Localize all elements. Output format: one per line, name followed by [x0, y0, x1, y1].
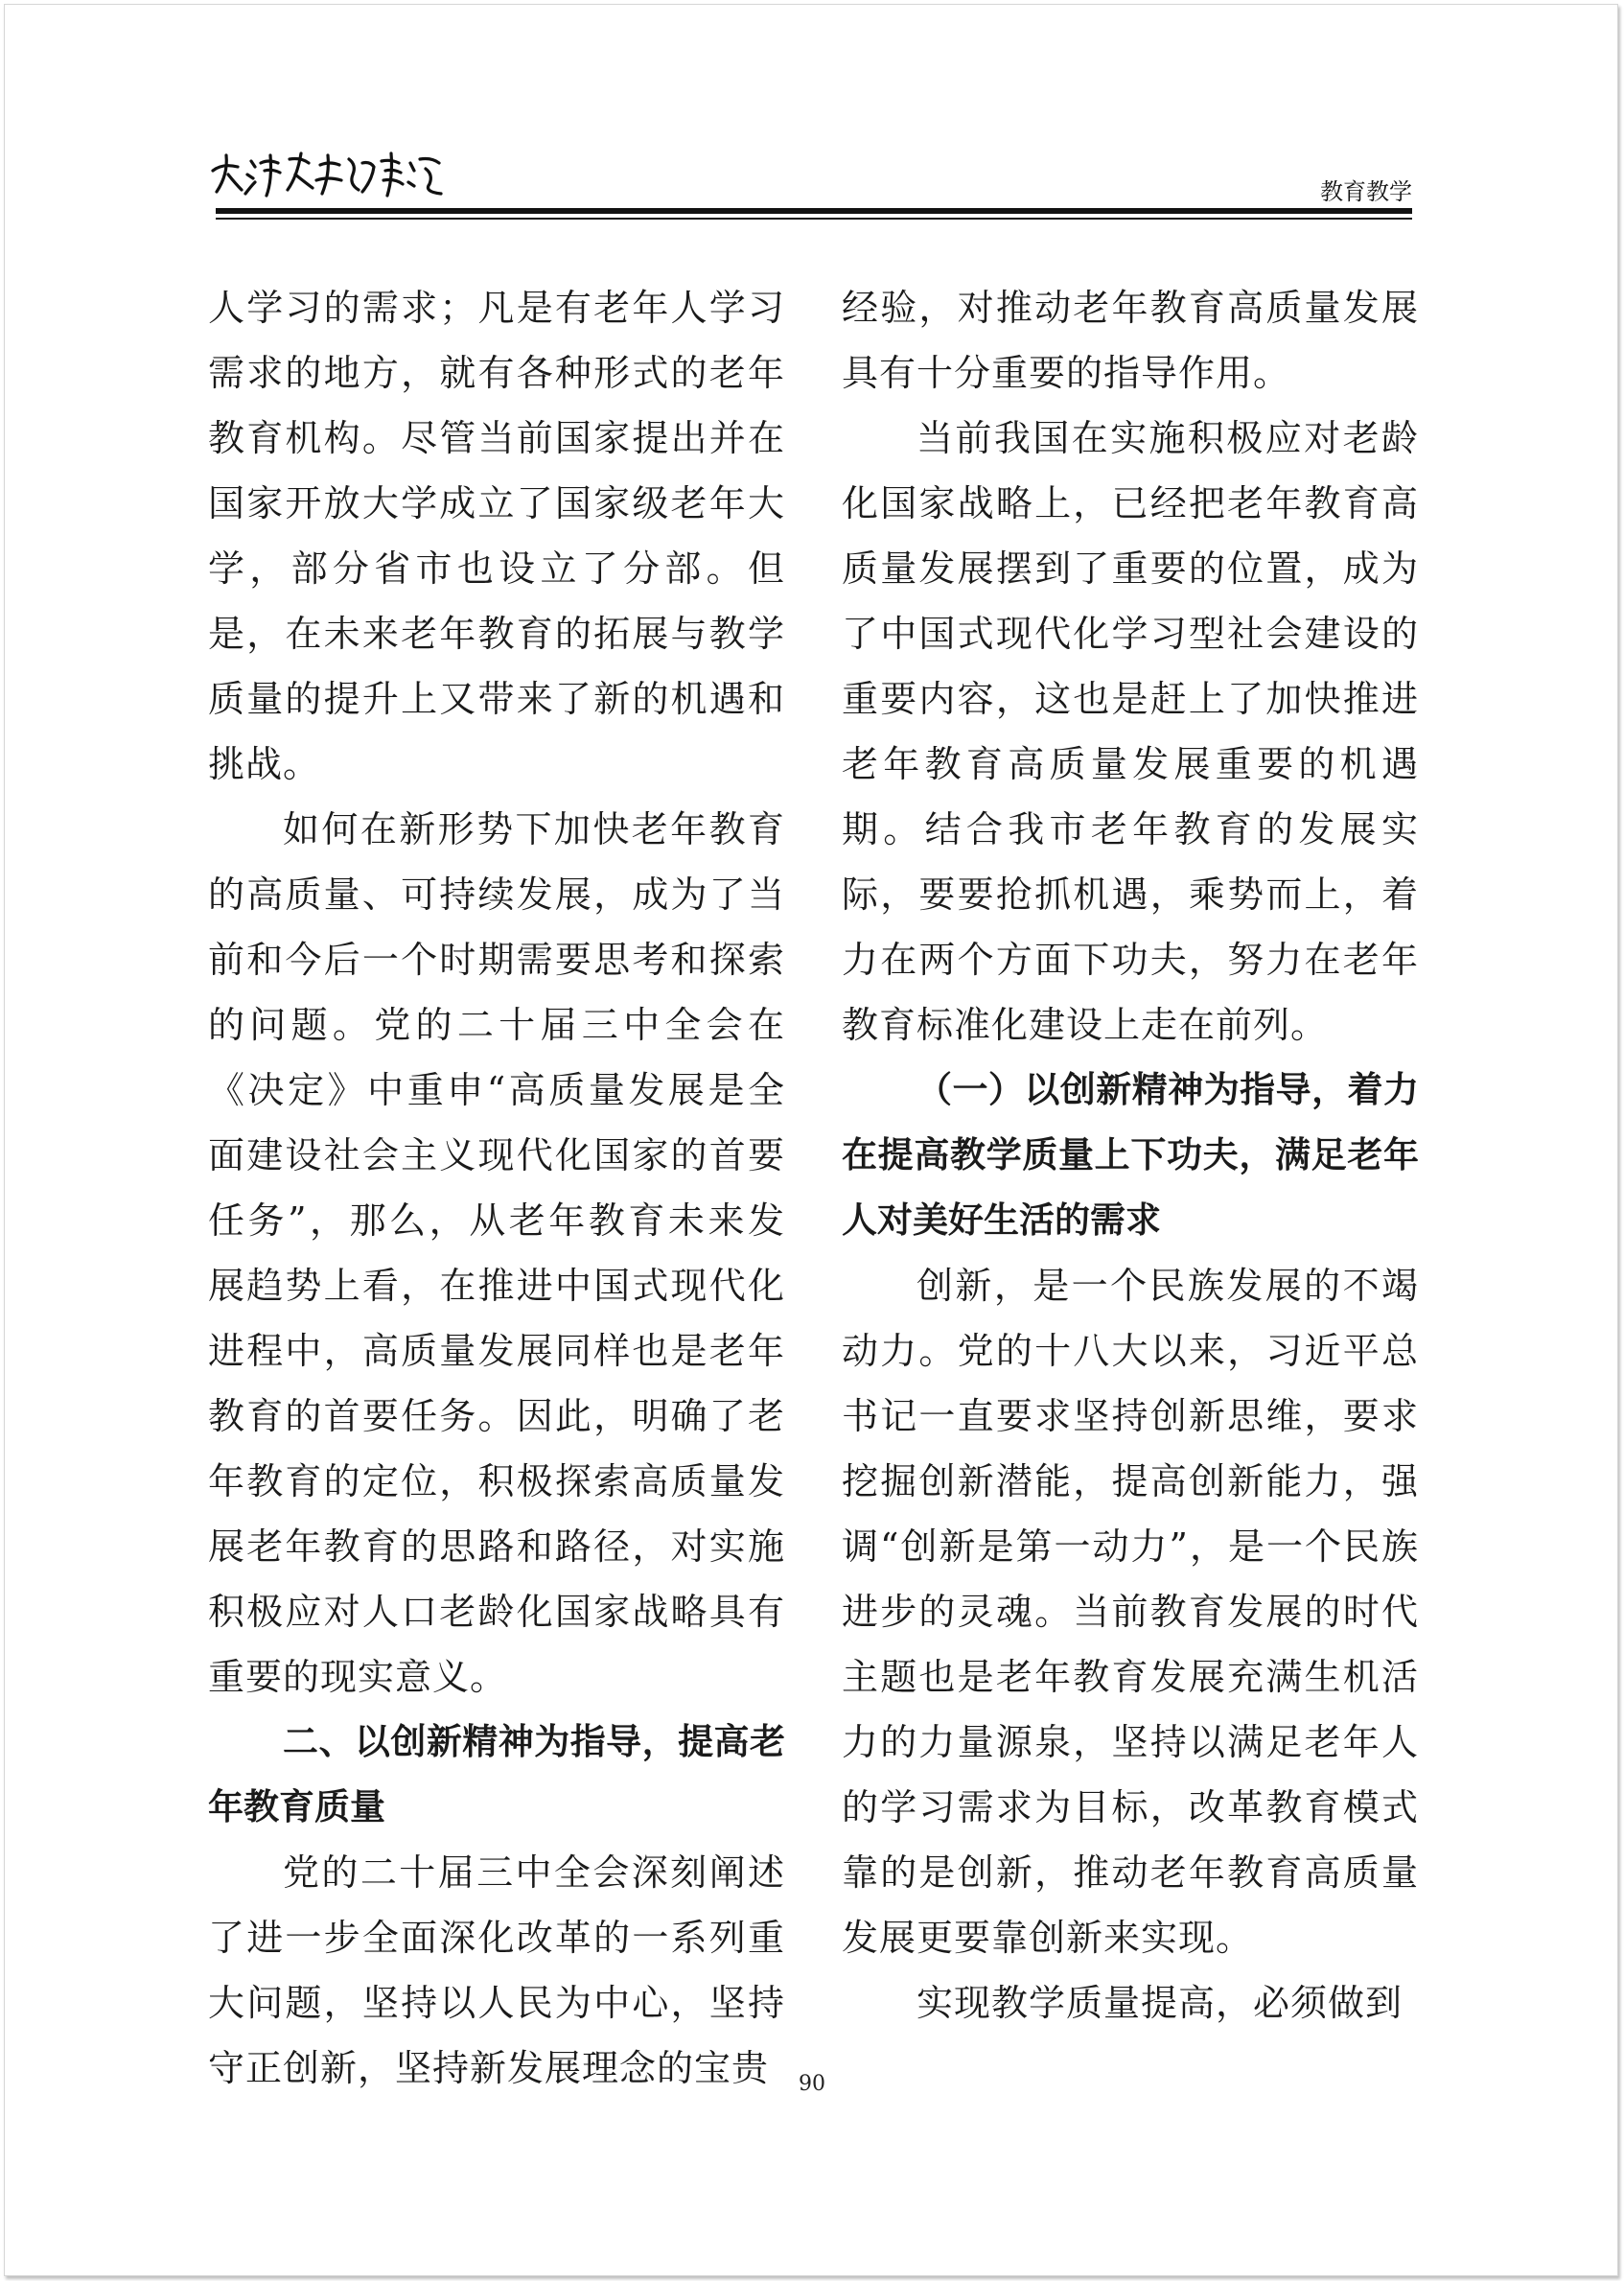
- right-paragraph-4: 实现教学质量提高，必须做到: [916, 1982, 1404, 2024]
- right-column: [842, 275, 1419, 2036]
- header-rule-thick: [216, 208, 1412, 214]
- section-label: 教育教学: [1320, 178, 1412, 205]
- left-paragraph-3: 党的二十届三中全会深刻阐述了进一步全面深化改革的一系列重大问题，坚持以人民为中心，坚持守正创新，坚持新发展理念的宝贵: [208, 1851, 785, 2089]
- left-column: [208, 275, 785, 2101]
- right-paragraph-2: 当前我国在实施积极应对老龄化国家战略上，已经把老年教育高质量发展摆到了重要的位置，成为了中国式现代化学习型社会建设的重要内容，这也是赶上了加快推进老年教育高质量发展重要的机遇期。结合我市老年教育的发展实际，要要抢抓机遇，乘势而上，着力在两个方面下功夫，努力在老年教育标准化建设上走在前列。: [842, 417, 1419, 1046]
- left-paragraph-2: 如何在新形势下加快老年教育的高质量、可持续发展，成为了当前和今后一个时期需要思考和探索的问题。党的二十届三中全会在《决定》中重申“高质量发展是全面建设社会主义现代化国家的首要任务”，那么，从老年教育未来发展趋势上看，在推进中国式现代化进程中，高质量发展同样也是老年教育的首要任务。因此，明确了老年教育的定位，积极探索高质量发展老年教育的思路和路径，对实施积极应对人口老龄化国家战略具有重要的现实意义。: [208, 808, 785, 1698]
- subsection-heading-1: （一）以创新精神为指导，着力在提高教学质量上下功夫，满足老年人对美好生活的需求: [842, 1069, 1419, 1241]
- header-rule-thin: [216, 218, 1412, 220]
- journal-logo: [209, 142, 449, 211]
- left-paragraph-1: 人学习的需求；凡是有老年人学习需求的地方，就有各种形式的老年教育机构。尽管当前国家提出并在国家开放大学成立了国家级老年大学，部分省市也设立了分部。但是，在未来老年教育的拓展与教学质量的提升上又带来了新的机遇和挑战。: [208, 287, 785, 785]
- right-paragraph-3: 创新，是一个民族发展的不竭动力。党的十八大以来，习近平总书记一直要求坚持创新思维，要求挖掘创新潜能，提高创新能力，强调“创新是第一动力”，是一个民族进步的灵魂。当前教育发展的时代主题也是老年教育发展充满生机活力的力量源泉，坚持以满足老年人的学习需求为目标，改革教育模式靠的是创新，推动老年教育高质量发展更要靠创新来实现。: [842, 1265, 1419, 1959]
- section-heading-2: 二、以创新精神为指导，提高老年教育质量: [208, 1721, 785, 1827]
- right-paragraph-1: 经验，对推动老年教育高质量发展具有十分重要的指导作用。: [842, 287, 1419, 394]
- page-number: 90: [799, 2072, 825, 2096]
